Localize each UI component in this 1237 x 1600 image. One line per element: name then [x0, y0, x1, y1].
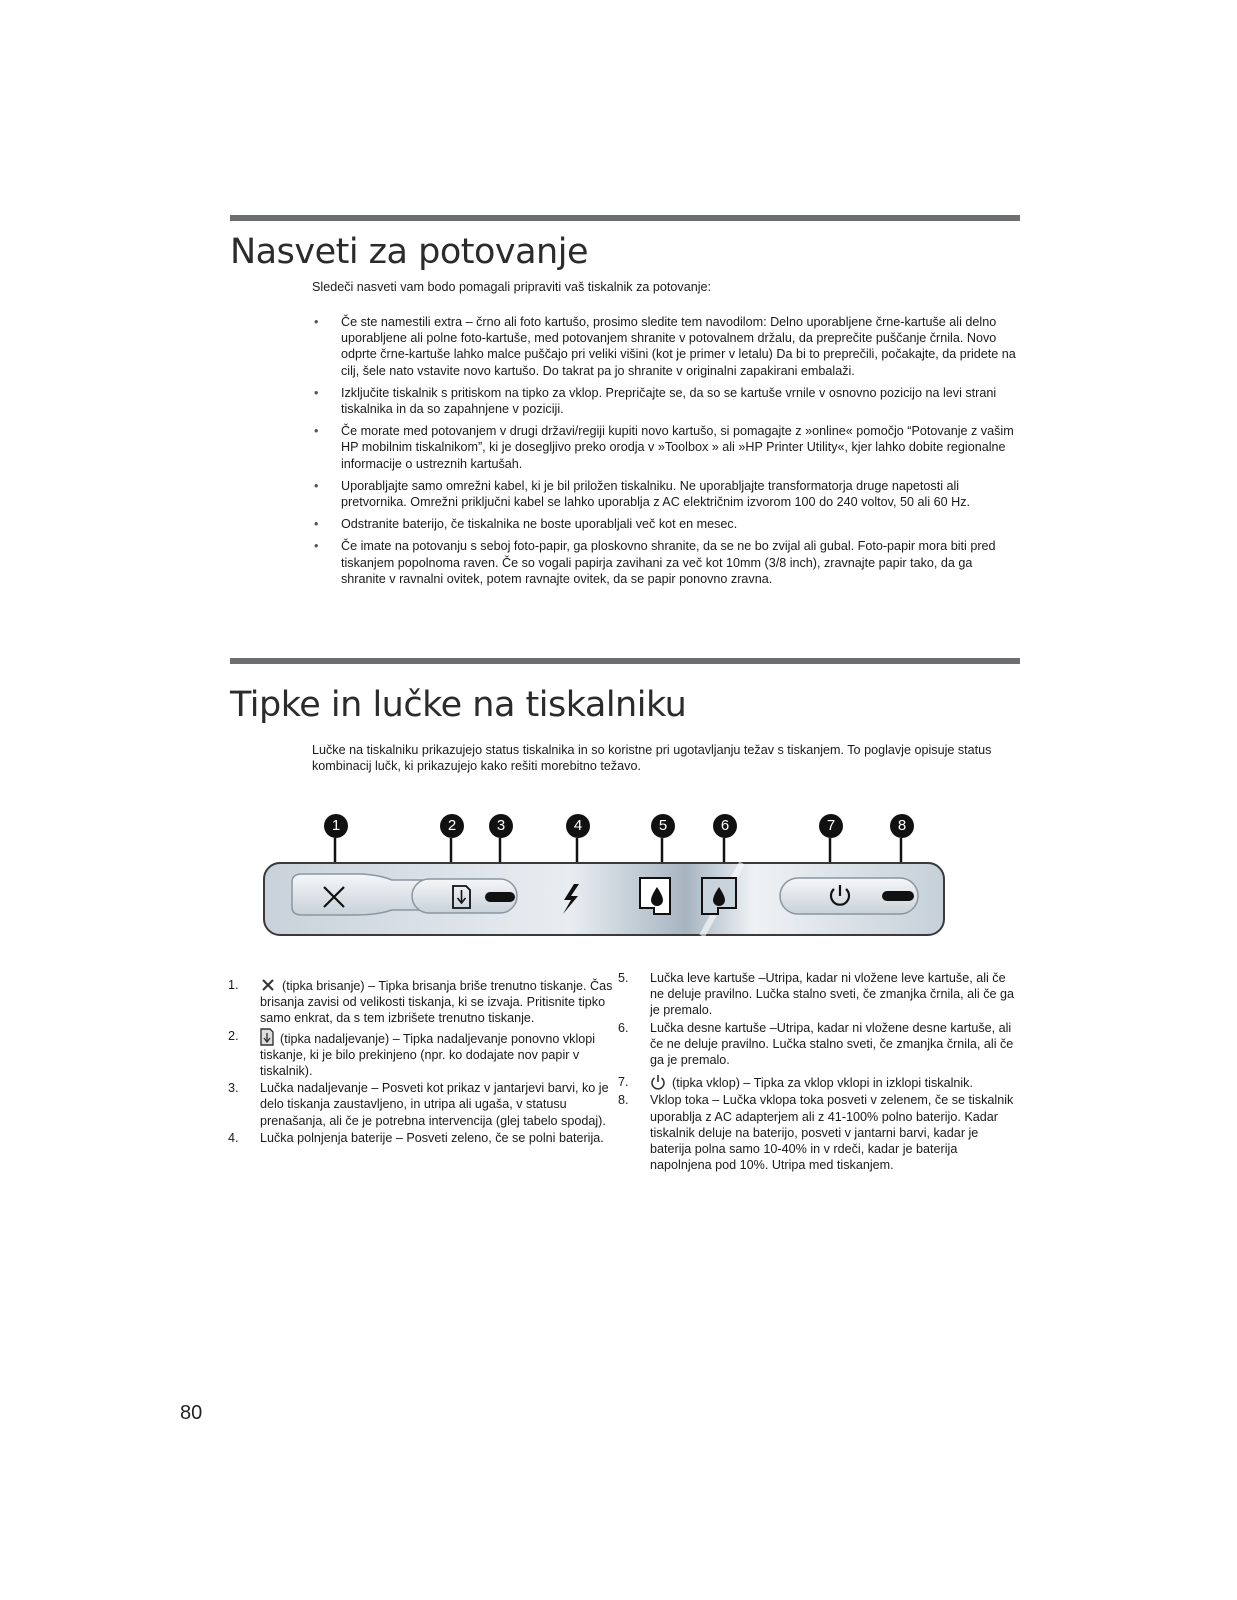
callout-badge: 6 [713, 814, 737, 838]
list-item: 3. Lučka nadaljevanje – Posveti kot prikaz v jantarjevi barvi, ko je delo tiskanja zaustavljeno, in utripa ali ugaša, v statusu prenašanja, ali če je potrebna intervencija (glej tabelo spodaj). [228, 1081, 609, 1128]
power-icon [650, 1074, 666, 1090]
resume-light [485, 892, 515, 902]
item-number: 7. [618, 1075, 629, 1090]
list-item: 5. Lučka leve kartuše –Utripa, kadar ni vložene leve kartuše, ali če ne deluje pravilno. Lučka stalno sveti, če zmanjka črnila, ali če ga je premalo. [618, 971, 1015, 1018]
callout-badge: 5 [651, 814, 675, 838]
list-item: • Če imate na potovanju s seboj foto-papir, ga ploskovno shranite, da se ne bo zvijal ali gubal. Foto-papir mora biti pred tiskanjem popolnoma raven. Če so vogali papirja zavihani za več kot 10mm (3/8 inch), zravnajte papir tako, da ga shranite v ravnalni ovitek, potem ravnajte ovitek, da se papir ponovno zravna. [314, 539, 996, 586]
list-item: • Če ste namestili extra – črno ali foto kartušo, prosimo sledite tem navodilom: Delno uporabljene črne-kartuše ali delno uporabljene ali polne foto-kartuše, med potovanjem shranite v potovalnem držalu, da preprečite puščanje črnila. Novo odprte črne-kartuše lahko malce puščajo pri veliki višini (kot je primer v letalu) Da bi to preprečili, počakajte, da pridete na cilj, šele nato vstavite novo kartušo. Do takrat pa jo shranite v originalni zapakirani embalaži. [314, 315, 1016, 378]
list-item: • Uporabljajte samo omrežni kabel, ki je bil priložen tiskalniku. Ne uporabljajte transformatorja druge napetosti ali pretvornika. Omrežni priključni kabel se lahko uporablja z AC električnim izvorom 100 do 240 voltov, 50 ali 60 Hz. [314, 478, 971, 510]
item-number: 8. [618, 1093, 629, 1108]
callout-badge: 7 [819, 814, 843, 838]
list-item: • Če morate med potovanjem v drugi državi/regiji kupiti novo kartušo, si pomagajte z »online« pomočjo “Potovanje z vašim HP mobilnim tiskalnikom”, ki je dosegljivo preko orodja v »Toolbox » ali »HP Printer Utility«, kjer lahko dobite regionalne informacije o ustreznih kartušah. [314, 424, 1014, 471]
list-item: 6. Lučka desne kartuše –Utripa, kadar ni vložene desne kartuše, ali če ne deluje pravilno. Lučka stalno sveti, če zmanjka črnila, ali če ga je premalo. [618, 1020, 1014, 1068]
bullet-icon: • [314, 517, 319, 532]
resume-icon [260, 1028, 274, 1046]
cancel-icon [260, 977, 276, 993]
callout-badge: 1 [324, 814, 348, 838]
section-title-buttons-lights: Tipke in lučke na tiskalniku [230, 685, 687, 725]
section-intro-buttons-lights: Lučke na tiskalniku prikazujejo status tiskalnika in so koristne pri ugotavljanju težav s tiskanjem. To poglavje opisuje status kombinacij lučk, ki prikazujejo kako rešiti morebitno težavo. [312, 743, 992, 774]
legend-list-left [228, 977, 618, 1147]
bullet-icon: • [314, 385, 319, 400]
bullet-icon: • [314, 539, 319, 554]
bullet-icon: • [314, 478, 319, 493]
item-number: 3. [228, 1081, 239, 1096]
section-divider-middle [230, 658, 1020, 664]
callout-badge: 4 [566, 814, 590, 838]
left-cartridge-light [640, 878, 670, 914]
control-panel-illustration [262, 838, 962, 956]
right-cartridge-light [702, 878, 736, 914]
legend-list-right [618, 970, 1018, 1174]
list-item: 2. (tipka nadaljevanje) – Tipka nadaljevanje ponovno vklopi tiskanje, ki je bilo prekinjeno (npr. ko dodajate nov papir v tiskalnik). [228, 1028, 596, 1079]
list-item: 4. Lučka polnjenja baterije – Posveti zeleno, če se polni baterija. [228, 1130, 604, 1145]
callout-badge: 8 [890, 814, 914, 838]
power-light [882, 891, 914, 901]
list-item: 1. (tipka brisanje) – Tipka brisanja briše trenutno tiskanje. Čas brisanja zavisi od velikosti tiskanja, ki se izvaja. Pritisnite tipko samo enkrat, da s tem izbrišete trenutno tiskanje. [228, 978, 613, 1026]
bullet-icon: • [314, 424, 319, 439]
section-title-travel: Nasveti za potovanje [230, 232, 588, 272]
item-number: 6. [618, 1020, 629, 1035]
cancel-button[interactable] [292, 874, 422, 915]
list-item: 8. Vklop toka – Lučka vklopa toka posveti v zelenem, če se tiskalnik uporablja z AC adapterjem ali z 41-100% polno baterijo. Kadar tiskalnik deluje na baterijo, posveti v jantarni barvi, kadar je baterija polna samo 10-40% in v rdeči, kadar je baterija napolnjena pod 10%. Utripa med tiskanjem. [618, 1093, 1014, 1173]
item-number: 1. [228, 978, 239, 992]
section-intro-travel: Sledeči nasveti vam bodo pomagali pripraviti vaš tiskalnik za potovanje: [312, 280, 712, 294]
list-item: • Izključite tiskalnik s pritiskom na tipko za vklop. Prepričajte se, da so se kartuše vrnile v osnovno pozicijo na levi strani tiskalnika in da so zapahnjene v poziciji. [314, 385, 997, 417]
page-number: 80 [180, 1402, 203, 1424]
bullet-icon: • [314, 315, 319, 329]
item-number: 4. [228, 1130, 239, 1145]
item-number: 5. [618, 971, 629, 985]
list-item: 7. (tipka vklop) – Tipka za vklop vklopi in izklopi tiskalnik. [618, 1075, 973, 1091]
callout-badge: 2 [440, 814, 464, 838]
travel-tips-list [312, 314, 1020, 593]
callout-badge: 3 [489, 814, 513, 838]
list-item: • Odstranite baterijo, če tiskalnika ne boste uporabljali več kot en mesec. [314, 517, 738, 532]
section-divider-top [230, 215, 1020, 221]
item-number: 2. [228, 1028, 239, 1043]
